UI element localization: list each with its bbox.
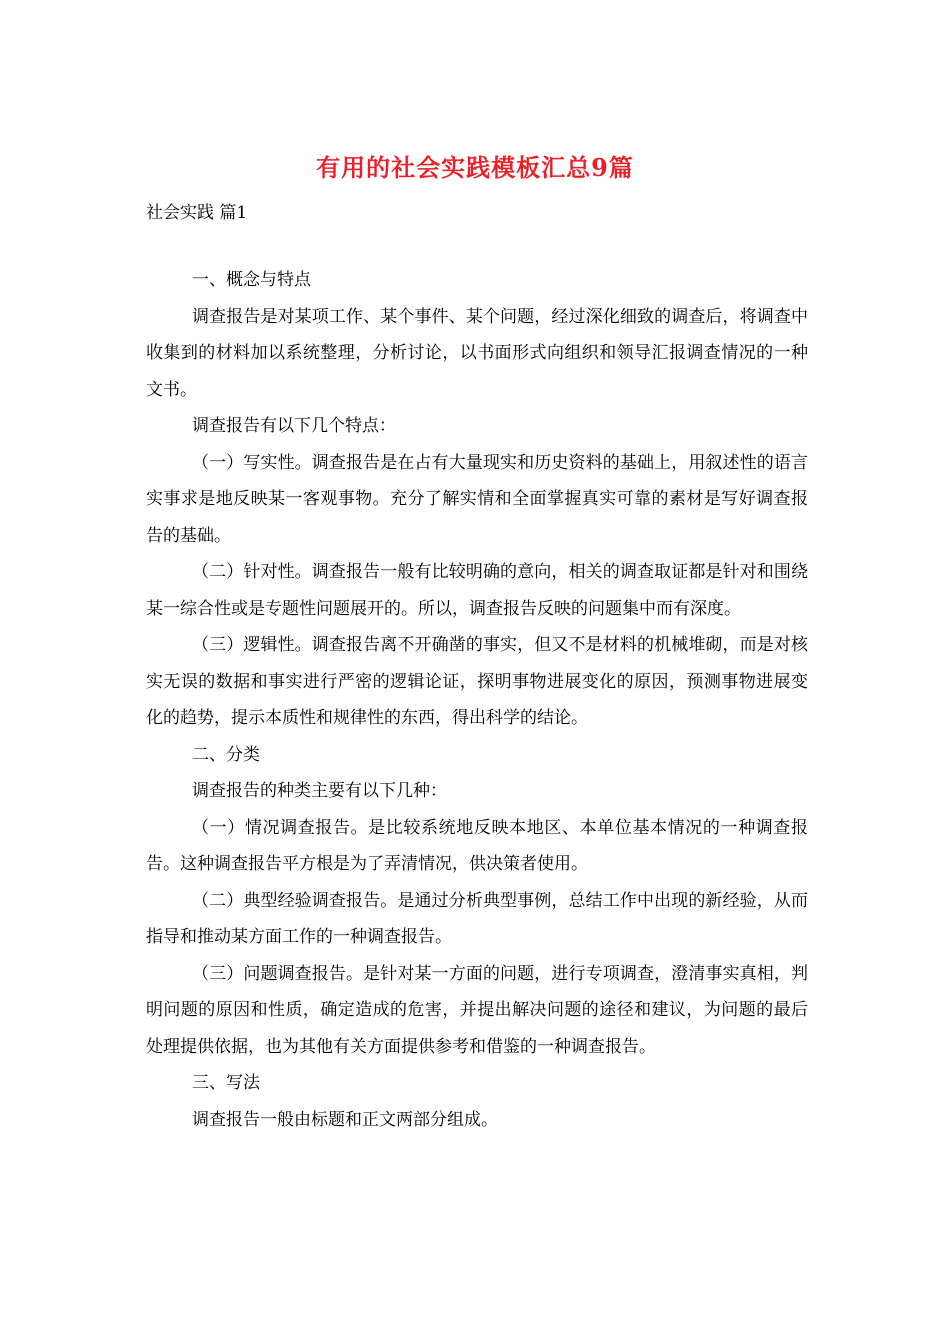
paragraph: （一）写实性。调查报告是在占有大量现实和历史资料的基础上，用叙述性的语言实事求是地反映某一客观事物。充分了解实情和全面掌握真实可靠的素材是写好调查报告的基础。 [146,452,808,546]
document-title: 有用的社会实践模板汇总9篇 [316,153,634,182]
section-label: 社会实践 篇1 [146,203,248,223]
document-body [146,262,808,1138]
heading-concept: 一、概念与特点 [192,270,311,290]
paragraph: （三）逻辑性。调查报告离不开确凿的事实，但又不是材料的机械堆砌，而是对核实无误的数据和事实进行严密的逻辑论证，探明事物进展变化的原因，预测事物进展变化的趋势，提示本质性和规律性的东西，得出科学的结论。 [146,635,808,728]
paragraph: （二）针对性。调查报告一般有比较明确的意向，相关的调查取证都是针对和围绕某一综合性或是专题性问题展开的。所以，调查报告反映的问题集中而有深度。 [146,562,808,619]
paragraph: （一）情况调查报告。是比较系统地反映本地区、本单位基本情况的一种调查报告。这种调查报告平方根是为了弄清情况，供决策者使用。 [146,817,808,874]
paragraph: 调查报告有以下几个特点： [192,416,396,436]
heading-classification: 二、分类 [192,744,260,765]
heading-writing-method: 三、写法 [192,1073,260,1093]
paragraph: 调查报告是对某项工作、某个事件、某个问题，经过深化细致的调查后，将调查中收集到的材料加以系统整理，分析讨论，以书面形式向组织和领导汇报调查情况的一种文书。 [146,306,808,400]
paragraph: 调查报告一般由标题和正文两部分组成。 [192,1109,498,1130]
paragraph: （二）典型经验调查报告。是通过分析典型事例，总结工作中出现的新经验，从而指导和推动某方面工作的一种调查报告。 [146,890,808,947]
paragraph: （三）问题调查报告。是针对某一方面的问题，进行专项调查，澄清事实真相，判明问题的原因和性质，确定造成的危害，并提出解决问题的途径和建议，为问题的最后处理提供依据，也为其他有关方面提供参考和借鉴的一种调查报告。 [146,963,808,1057]
paragraph: 调查报告的种类主要有以下几种： [192,781,447,801]
